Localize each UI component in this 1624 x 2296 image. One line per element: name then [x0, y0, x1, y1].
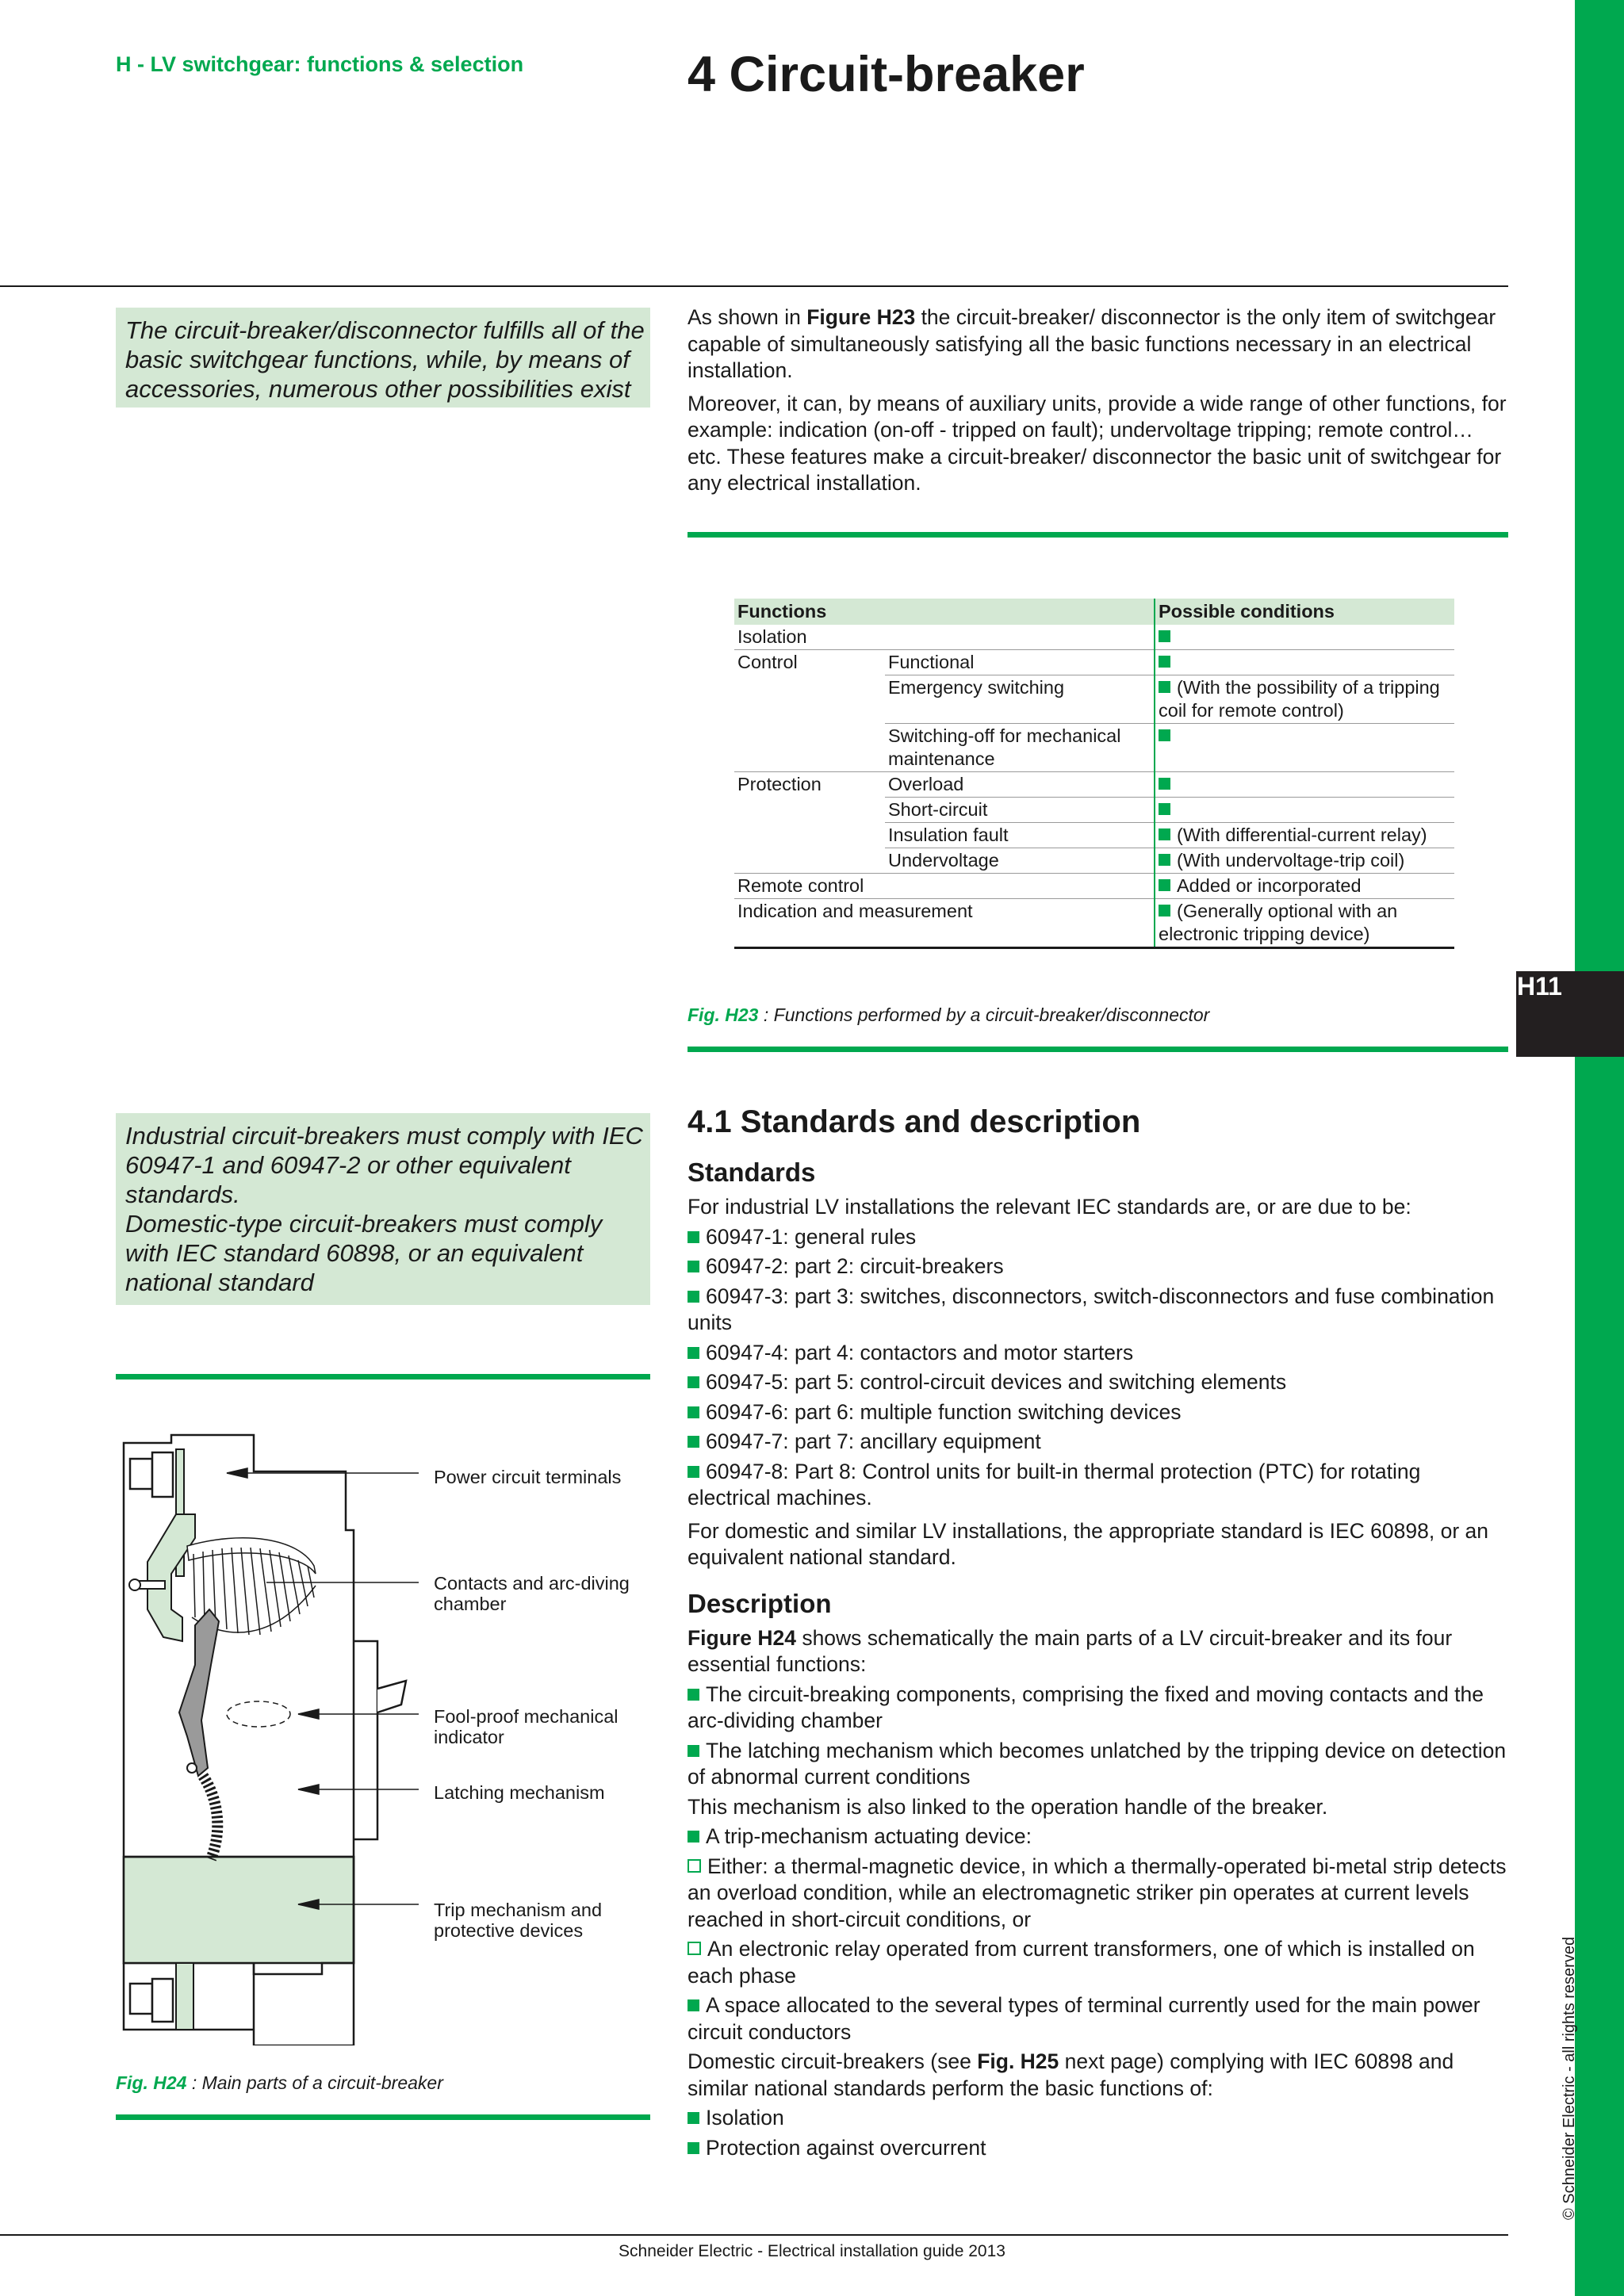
- domestic-post: next page) complying with IEC 60898 and similar national standards perform the basic functions of:: [688, 2049, 1454, 2100]
- intro-p1-post: the circuit-breaker/ disconnector is the only item of switchgear capable of simultaneously satisfying all the basic functions necessary in an electrical installation.: [688, 305, 1496, 382]
- empty-cell: [734, 675, 885, 724]
- right-margin-bar: [1575, 0, 1624, 2296]
- functions-table-wrap: [734, 599, 1454, 949]
- domestic-pre: Domestic circuit-breakers (see: [688, 2049, 978, 2073]
- bullet-square-icon: [1159, 630, 1170, 642]
- functions-table: [734, 599, 1454, 949]
- bullet-square-icon: [688, 1466, 699, 1478]
- empty-cell: [734, 823, 885, 848]
- sub-overload: Overload: [885, 772, 1155, 798]
- condition-cell: [1155, 874, 1454, 899]
- table-row: [734, 848, 1454, 874]
- condition-cell: [1155, 772, 1454, 798]
- list-item-text: 60947-4: part 4: contactors and motor starters: [706, 1340, 1134, 1364]
- list-item-text: Isolation: [706, 2106, 784, 2130]
- green-divider: [116, 1374, 650, 1380]
- sub-insulation: Insulation fault: [885, 823, 1155, 848]
- diagram-label-indicator: Fool-proof mechanical indicator: [434, 1706, 619, 1747]
- list-item-text: 60947-1: general rules: [706, 1224, 917, 1249]
- intro-paragraph-2: Moreover, it can, by means of auxiliary units, provide a wide range of other functions, for example: indication (on-off - tripped on fault); undervoltage tripping; remote control… etc. These features make a circuit-breaker/ disconnector the basic unit of switchgear for any electrical installation.: [688, 391, 1507, 495]
- mechanism-note: This mechanism is also linked to the operation handle of the breaker.: [688, 1794, 1328, 1819]
- diagram-label-terminals: Power circuit terminals: [434, 1467, 622, 1487]
- bullet-square-icon: [688, 1231, 699, 1243]
- list-item-text: 60947-5: part 5: control-circuit devices and switching elements: [706, 1370, 1287, 1394]
- list-item: [688, 1992, 1508, 2045]
- condition-text: (With the possibility of a tripping coil for remote control): [1159, 677, 1440, 721]
- list-item-text: 60947-3: part 3: switches, disconnectors, switch-disconnectors and fuse combination units: [688, 1284, 1495, 1334]
- list-item-text: 60947-6: part 6: multiple function switching devices: [706, 1399, 1182, 1424]
- table-row: [734, 724, 1454, 772]
- bullet-square-icon: [688, 1347, 699, 1359]
- bullet-square-icon: [688, 2142, 699, 2154]
- section-title: 4.1 Standards and description: [688, 1104, 1141, 1139]
- bullet-square-icon: [1159, 681, 1170, 693]
- hollow-square-icon: [688, 1859, 701, 1873]
- list-item: [688, 1253, 1508, 1280]
- list-item: [688, 1284, 1508, 1337]
- page-number-tab: [1516, 971, 1624, 1057]
- top-terminal: [130, 1459, 152, 1489]
- sub-list-item: [688, 1936, 1508, 1989]
- domestic-paragraph: [688, 2049, 1508, 2102]
- bullet-square-icon: [688, 1831, 699, 1843]
- sub-list-item-text: Either: a thermal-magnetic device, in which a thermally-operated bi-metal strip detects an overload condition, while an electromagnetic striker pin operates at current levels reached in short-circuit conditions, or: [688, 1854, 1507, 1931]
- condition-text: Added or incorporated: [1177, 875, 1362, 896]
- sidenote-text: The circuit-breaker/disconnector fulfills all of the basic switchgear functions, while, by means of accessories, numerous other possibilities exist: [125, 316, 645, 403]
- sub-emergency: Emergency switching: [885, 675, 1155, 724]
- list-item: [688, 1459, 1508, 1512]
- row-isolation: Isolation: [734, 625, 1155, 650]
- page-number: H11: [1517, 972, 1562, 1001]
- top-terminal-clamp: [152, 1452, 173, 1497]
- bullet-square-icon: [1159, 854, 1170, 866]
- chapter-title: 4 Circuit-breaker: [688, 47, 1085, 102]
- sidenote-line-2: Domestic-type circuit-breakers must comply with IEC standard 60898, or an equivalent national standard: [125, 1210, 603, 1296]
- table-row: [734, 625, 1454, 650]
- standards-outro: For domestic and similar LV installations, the appropriate standard is IEC 60898, or an equivalent national standard.: [688, 1518, 1488, 1569]
- bullet-square-icon: [1159, 729, 1170, 741]
- bullet-square-icon: [688, 1745, 699, 1757]
- list-item-text: A space allocated to the several types of terminal currently used for the main power circuit conductors: [688, 1993, 1480, 2044]
- list-item-text: Protection against overcurrent: [706, 2135, 986, 2160]
- bullet-square-icon: [688, 1406, 699, 1418]
- handle-housing: [354, 1641, 377, 1839]
- diagram-label-trip: Trip mechanism and protective devices: [434, 1900, 603, 1941]
- list-item: [688, 2105, 1508, 2132]
- sub-list-item-text: An electronic relay operated from current transformers, one of which is installed on each phase: [688, 1937, 1475, 1988]
- bullet-square-icon: [1159, 803, 1170, 815]
- table-row: [734, 899, 1454, 948]
- list-item: [688, 1399, 1508, 1426]
- operating-handle: [377, 1681, 406, 1712]
- figure-caption-text: : Main parts of a circuit-breaker: [186, 2072, 443, 2093]
- bullet-square-icon: [1159, 905, 1170, 916]
- condition-cell: [1155, 823, 1454, 848]
- green-divider: [116, 2114, 650, 2120]
- list-item: [688, 1823, 1508, 1850]
- condition-cell: [1155, 899, 1454, 948]
- empty-cell: [734, 848, 885, 874]
- section-label: H - LV switchgear: functions & selection: [116, 52, 524, 76]
- condition-cell: [1155, 625, 1454, 650]
- green-divider: [688, 1047, 1508, 1052]
- condition-cell: [1155, 724, 1454, 772]
- intro-p1-pre: As shown in: [688, 305, 807, 329]
- bullet-square-icon: [688, 1689, 699, 1701]
- sub-functional: Functional: [885, 650, 1155, 675]
- table-row: [734, 823, 1454, 848]
- table-row: [734, 798, 1454, 823]
- diagram-label-latching: Latching mechanism: [434, 1782, 605, 1803]
- list-item: [688, 1682, 1508, 1735]
- intro-paragraph-1: [688, 304, 1508, 385]
- list-item: [688, 1224, 1508, 1251]
- header-rule: [0, 285, 1508, 287]
- sub-undervoltage: Undervoltage: [885, 848, 1155, 874]
- list-item: [688, 1340, 1508, 1367]
- bottom-terminal: [130, 1984, 152, 2014]
- standards-section: [688, 1104, 1508, 2164]
- description-intro-text: shows schematically the main parts of a LV circuit-breaker and its four essential functions:: [688, 1625, 1453, 1676]
- condition-cell: [1155, 650, 1454, 675]
- row-remote-control: Remote control: [734, 874, 1155, 899]
- hollow-square-icon: [688, 1942, 701, 1955]
- bullet-square-icon: [688, 1436, 699, 1448]
- empty-cell: [734, 724, 885, 772]
- bullet-square-icon: [688, 1376, 699, 1388]
- condition-text: (With undervoltage-trip coil): [1177, 850, 1405, 871]
- copyright-notice: © Schneider Electric - all rights reserved: [1561, 1936, 1578, 2220]
- table-row: [734, 874, 1454, 899]
- list-item-text: 60947-2: part 2: circuit-breakers: [706, 1254, 1004, 1278]
- table-row: [734, 772, 1454, 798]
- sub-short-circuit: Short-circuit: [885, 798, 1155, 823]
- standards-intro: For industrial LV installations the relevant IEC standards are, or are due to be:: [688, 1195, 1411, 1219]
- figure-label: Fig. H23: [688, 1004, 759, 1025]
- description-intro: [688, 1625, 1508, 1678]
- table-row: [734, 650, 1454, 675]
- row-indication: Indication and measurement: [734, 899, 1155, 948]
- bottom-conductor: [176, 1963, 193, 2030]
- bullet-square-icon: [1159, 656, 1170, 668]
- figure-caption-text: : Functions performed by a circuit-breaker/disconnector: [758, 1004, 1210, 1025]
- sidenote-summary: [116, 308, 650, 408]
- header-conditions: Possible conditions: [1155, 599, 1454, 625]
- empty-cell: [734, 798, 885, 823]
- bullet-square-icon: [688, 1291, 699, 1303]
- figure-ref-h25: Fig. H25: [977, 2049, 1059, 2073]
- pivot-head: [129, 1579, 140, 1590]
- bullet-square-icon: [1159, 879, 1170, 891]
- sidenote-standards: [116, 1113, 650, 1305]
- bullet-square-icon: [688, 1261, 699, 1272]
- figure-ref-h24: Figure H24: [688, 1625, 796, 1650]
- figure-label: Fig. H24: [116, 2072, 187, 2093]
- standards-heading: Standards: [688, 1158, 816, 1187]
- header-functions: Functions: [734, 599, 1155, 625]
- diagram-label-contacts: Contacts and arc-diving chamber: [434, 1573, 630, 1614]
- intro-text: [688, 304, 1508, 497]
- green-divider: [688, 532, 1508, 538]
- condition-cell: [1155, 848, 1454, 874]
- list-item-text: 60947-7: part 7: ancillary equipment: [706, 1429, 1041, 1453]
- condition-cell: [1155, 798, 1454, 823]
- table-header-row: [734, 599, 1454, 625]
- list-item-text: The latching mechanism which becomes unlatched by the tripping device on detection of abnormal current conditions: [688, 1738, 1507, 1789]
- list-item-text: The circuit-breaking components, comprising the fixed and moving contacts and the arc-dividing chamber: [688, 1682, 1484, 1732]
- list-item: [688, 1429, 1508, 1456]
- bullet-square-icon: [1159, 828, 1170, 840]
- sub-maintenance: Switching-off for mechanical maintenance: [885, 724, 1155, 772]
- page-footer: Schneider Electric - Electrical installation guide 2013: [619, 2242, 1005, 2260]
- list-item-text: A trip-mechanism actuating device:: [706, 1824, 1032, 1848]
- figure-caption-h23: [688, 1004, 1209, 1026]
- bullet-square-icon: [1159, 778, 1170, 790]
- list-item: [688, 2135, 1508, 2162]
- figure-caption-h24: [116, 2072, 443, 2094]
- bullet-square-icon: [688, 2112, 699, 2124]
- sidenote-line-1: Industrial circuit-breakers must comply with IEC 60947-1 and 60947-2 or other equivalent standards.: [125, 1122, 643, 1208]
- arm-pivot: [187, 1763, 197, 1773]
- figure-ref-h23: Figure H23: [806, 305, 916, 329]
- row-control: Control: [737, 652, 798, 672]
- table-row: [734, 675, 1454, 724]
- description-heading: Description: [688, 1588, 832, 1618]
- bullet-square-icon: [688, 1999, 699, 2011]
- list-item: [688, 1369, 1508, 1396]
- condition-text: (With differential-current relay): [1177, 825, 1427, 845]
- row-protection: Protection: [737, 774, 822, 794]
- trip-unit-block: [124, 1857, 354, 1963]
- bottom-terminal-clamp: [152, 1979, 173, 2022]
- list-item-text: 60947-8: Part 8: Control units for built-in thermal protection (PTC) for rotating electrical machines.: [688, 1459, 1421, 1510]
- condition-text: (Generally optional with an electronic tripping device): [1159, 901, 1398, 944]
- list-item: [688, 1738, 1508, 1791]
- footer-rule: [0, 2234, 1508, 2236]
- condition-cell: [1155, 675, 1454, 724]
- sub-list-item: [688, 1854, 1508, 1934]
